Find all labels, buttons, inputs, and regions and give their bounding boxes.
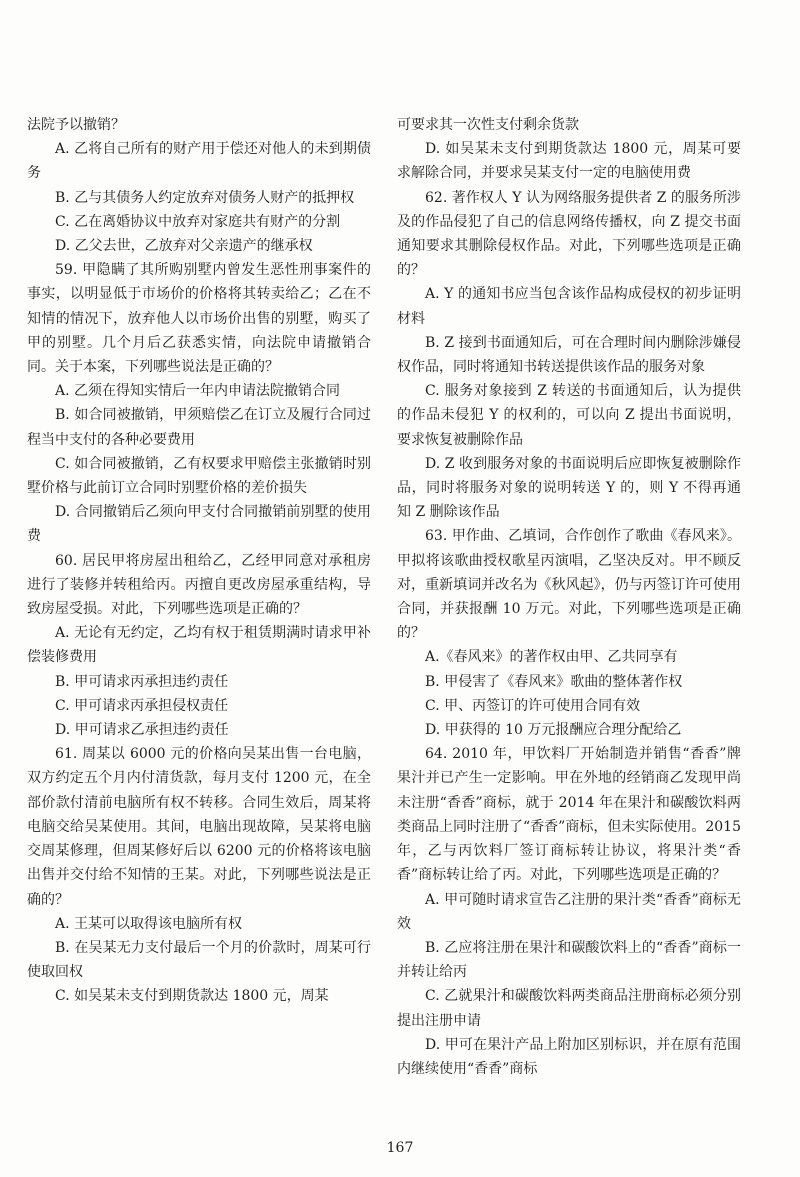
answer-option: A. Y 的通知书应当包含该作品构成侵权的初步证明材料	[397, 286, 741, 327]
answer-option: B. 甲侵害了《春风来》歌曲的整体著作权	[425, 673, 683, 690]
question-stem: 61. 周某以 6000 元的价格向吴某出售一台电脑，双方约定五个月内付清货款，每月支付 1200 元，在全部价款付清前电脑所有权不转移。合同生效后，周某将电脑交给吴某使用。其间，电脑出现故障，吴某将电脑交周某修理，但周某修好后以 6200 元的价格将该电脑出售并交付给不知情的王某。对此，下列哪些说法是正确的？	[27, 746, 371, 908]
answer-option: C. 甲、丙签订的许可使用合同有效	[425, 697, 641, 714]
continued-text: 法院予以撤销？	[27, 117, 125, 133]
answer-option: A. 无论有无约定，乙均有权于租赁期满时请求甲补偿装修费用	[27, 625, 371, 666]
answer-option: D. 乙父去世，乙放弃对父亲遗产的继承权	[55, 238, 313, 255]
right-column	[397, 113, 741, 1081]
answer-option: C. 如合同被撤销，乙有权要求甲赔偿主张撤销时别墅价格与此前订立合同时别墅价格的差价损失	[27, 455, 371, 497]
answer-option: A.《春风来》的著作权由甲、乙共同享有	[425, 649, 678, 666]
answer-option: D. 甲可请求乙承担违约责任	[55, 722, 229, 739]
answer-option: A. 乙须在得知实情后一年内申请法院撤销合同	[55, 383, 341, 400]
question-stem: 63. 甲作曲、乙填词，合作创作了歌曲《春风来》。甲拟将该歌曲授权歌星丙演唱，乙坚决反对。甲不顾反对，重新填词并改名为《秋风起》，仍与丙签订许可使用合同，并获报酬 10 万元。对此，下列哪些选项是正确的？	[397, 528, 741, 642]
page-number: 167	[386, 1140, 414, 1156]
answer-option: A. 王某可以取得该电脑所有权	[55, 915, 243, 932]
answer-option: D. 如吴某未支付到期货款达 1800 元，周某可要求解除合同，并要求吴某支付一定的电脑使用费	[397, 141, 741, 182]
answer-option: B. 在吴某无力支付最后一个月的价款时，周某可行使取回权	[27, 939, 371, 981]
answer-option: A. 乙将自己所有的财产用于偿还对他人的未到期债务	[27, 141, 371, 182]
question-stem: 59. 甲隐瞒了其所购别墅内曾发生恶性刑事案件的事实，以明显低于市场价的价格将其转卖给乙；乙在不知情的情况下，放弃他人以市场价出售的别墅，购买了甲的别墅。几个月后乙获悉实情，向法院申请撤销合同。关于本案，下列哪些说法是正确的？	[27, 262, 371, 376]
question-stem: 62. 著作权人 Y 认为网络服务提供者 Z 的服务所涉及的作品侵犯了自己的信息网络传播权，向 Z 提交书面通知要求其删除侵权作品。对此，下列哪些选项是正确的？	[397, 189, 741, 279]
answer-option: C. 如吴某未支付到期货款达 1800 元，周某	[55, 988, 329, 1005]
answer-option: B. 如合同被撤销，甲须赔偿乙在订立及履行合同过程当中支付的各种必要费用	[27, 407, 371, 448]
continued-text: 可要求其一次性支付剩余货款	[397, 117, 579, 133]
answer-option: D. Z 收到服务对象的书面说明后应即恢复被删除作品，同时将服务对象的说明转送 Y 的，则 Y 不得再通知 Z 删除该作品	[397, 455, 741, 521]
answer-option: D. 甲可在果汁产品上附加区别标识，并在原有范围内继续使用“香香”商标	[397, 1036, 741, 1077]
left-column	[27, 113, 371, 1009]
answer-option: D. 合同撤销后乙须向甲支付合同撤销前别墅的使用费	[27, 504, 371, 545]
answer-option: B. 乙应将注册在果汁和碳酸饮料上的“香香”商标一并转让给丙	[397, 939, 741, 981]
answer-option: C. 甲可请求丙承担侵权责任	[55, 697, 229, 714]
answer-option: D. 甲获得的 10 万元报酬应合理分配给乙	[425, 722, 682, 739]
answer-option: B. 甲可请求丙承担违约责任	[55, 673, 229, 690]
answer-option: B. 乙与其债务人约定放弃对债务人财产的抵押权	[55, 189, 355, 206]
answer-option: C. 服务对象接到 Z 转送的书面通知后，认为提供的作品未侵犯 Y 的权利的，可以向 Z 提出书面说明，要求恢复被删除作品	[397, 383, 741, 448]
question-stem: 64. 2010 年，甲饮料厂开始制造并销售“香香”牌果汁并已产生一定影响。甲在外地的经销商乙发现甲尚未注册“香香”商标，就于 2014 年在果汁和碳酸饮料两类商品上同时注册了“香香”商标，但未实际使用。2015 年，乙与丙饮料厂签订商标转让协议，将果汁类“香香”商标转让给了丙。对此，下列哪些选项是正确的？	[397, 746, 741, 884]
answer-option: A. 甲可随时请求宣告乙注册的果汁类“香香”商标无效	[397, 891, 741, 932]
answer-option: C. 乙就果汁和碳酸饮料两类商品注册商标必须分别提出注册申请	[397, 988, 741, 1029]
question-stem: 60. 居民甲将房屋出租给乙，乙经甲同意对承租房进行了装修并转租给丙。丙擅自更改房屋承重结构，导致房屋受损。对此，下列哪些选项是正确的？	[27, 552, 371, 618]
answer-option: B. Z 接到书面通知后，可在合理时间内删除涉嫌侵权作品，同时将通知书转送提供该作品的服务对象	[397, 334, 741, 376]
answer-option: C. 乙在离婚协议中放弃对家庭共有财产的分割	[55, 213, 341, 230]
